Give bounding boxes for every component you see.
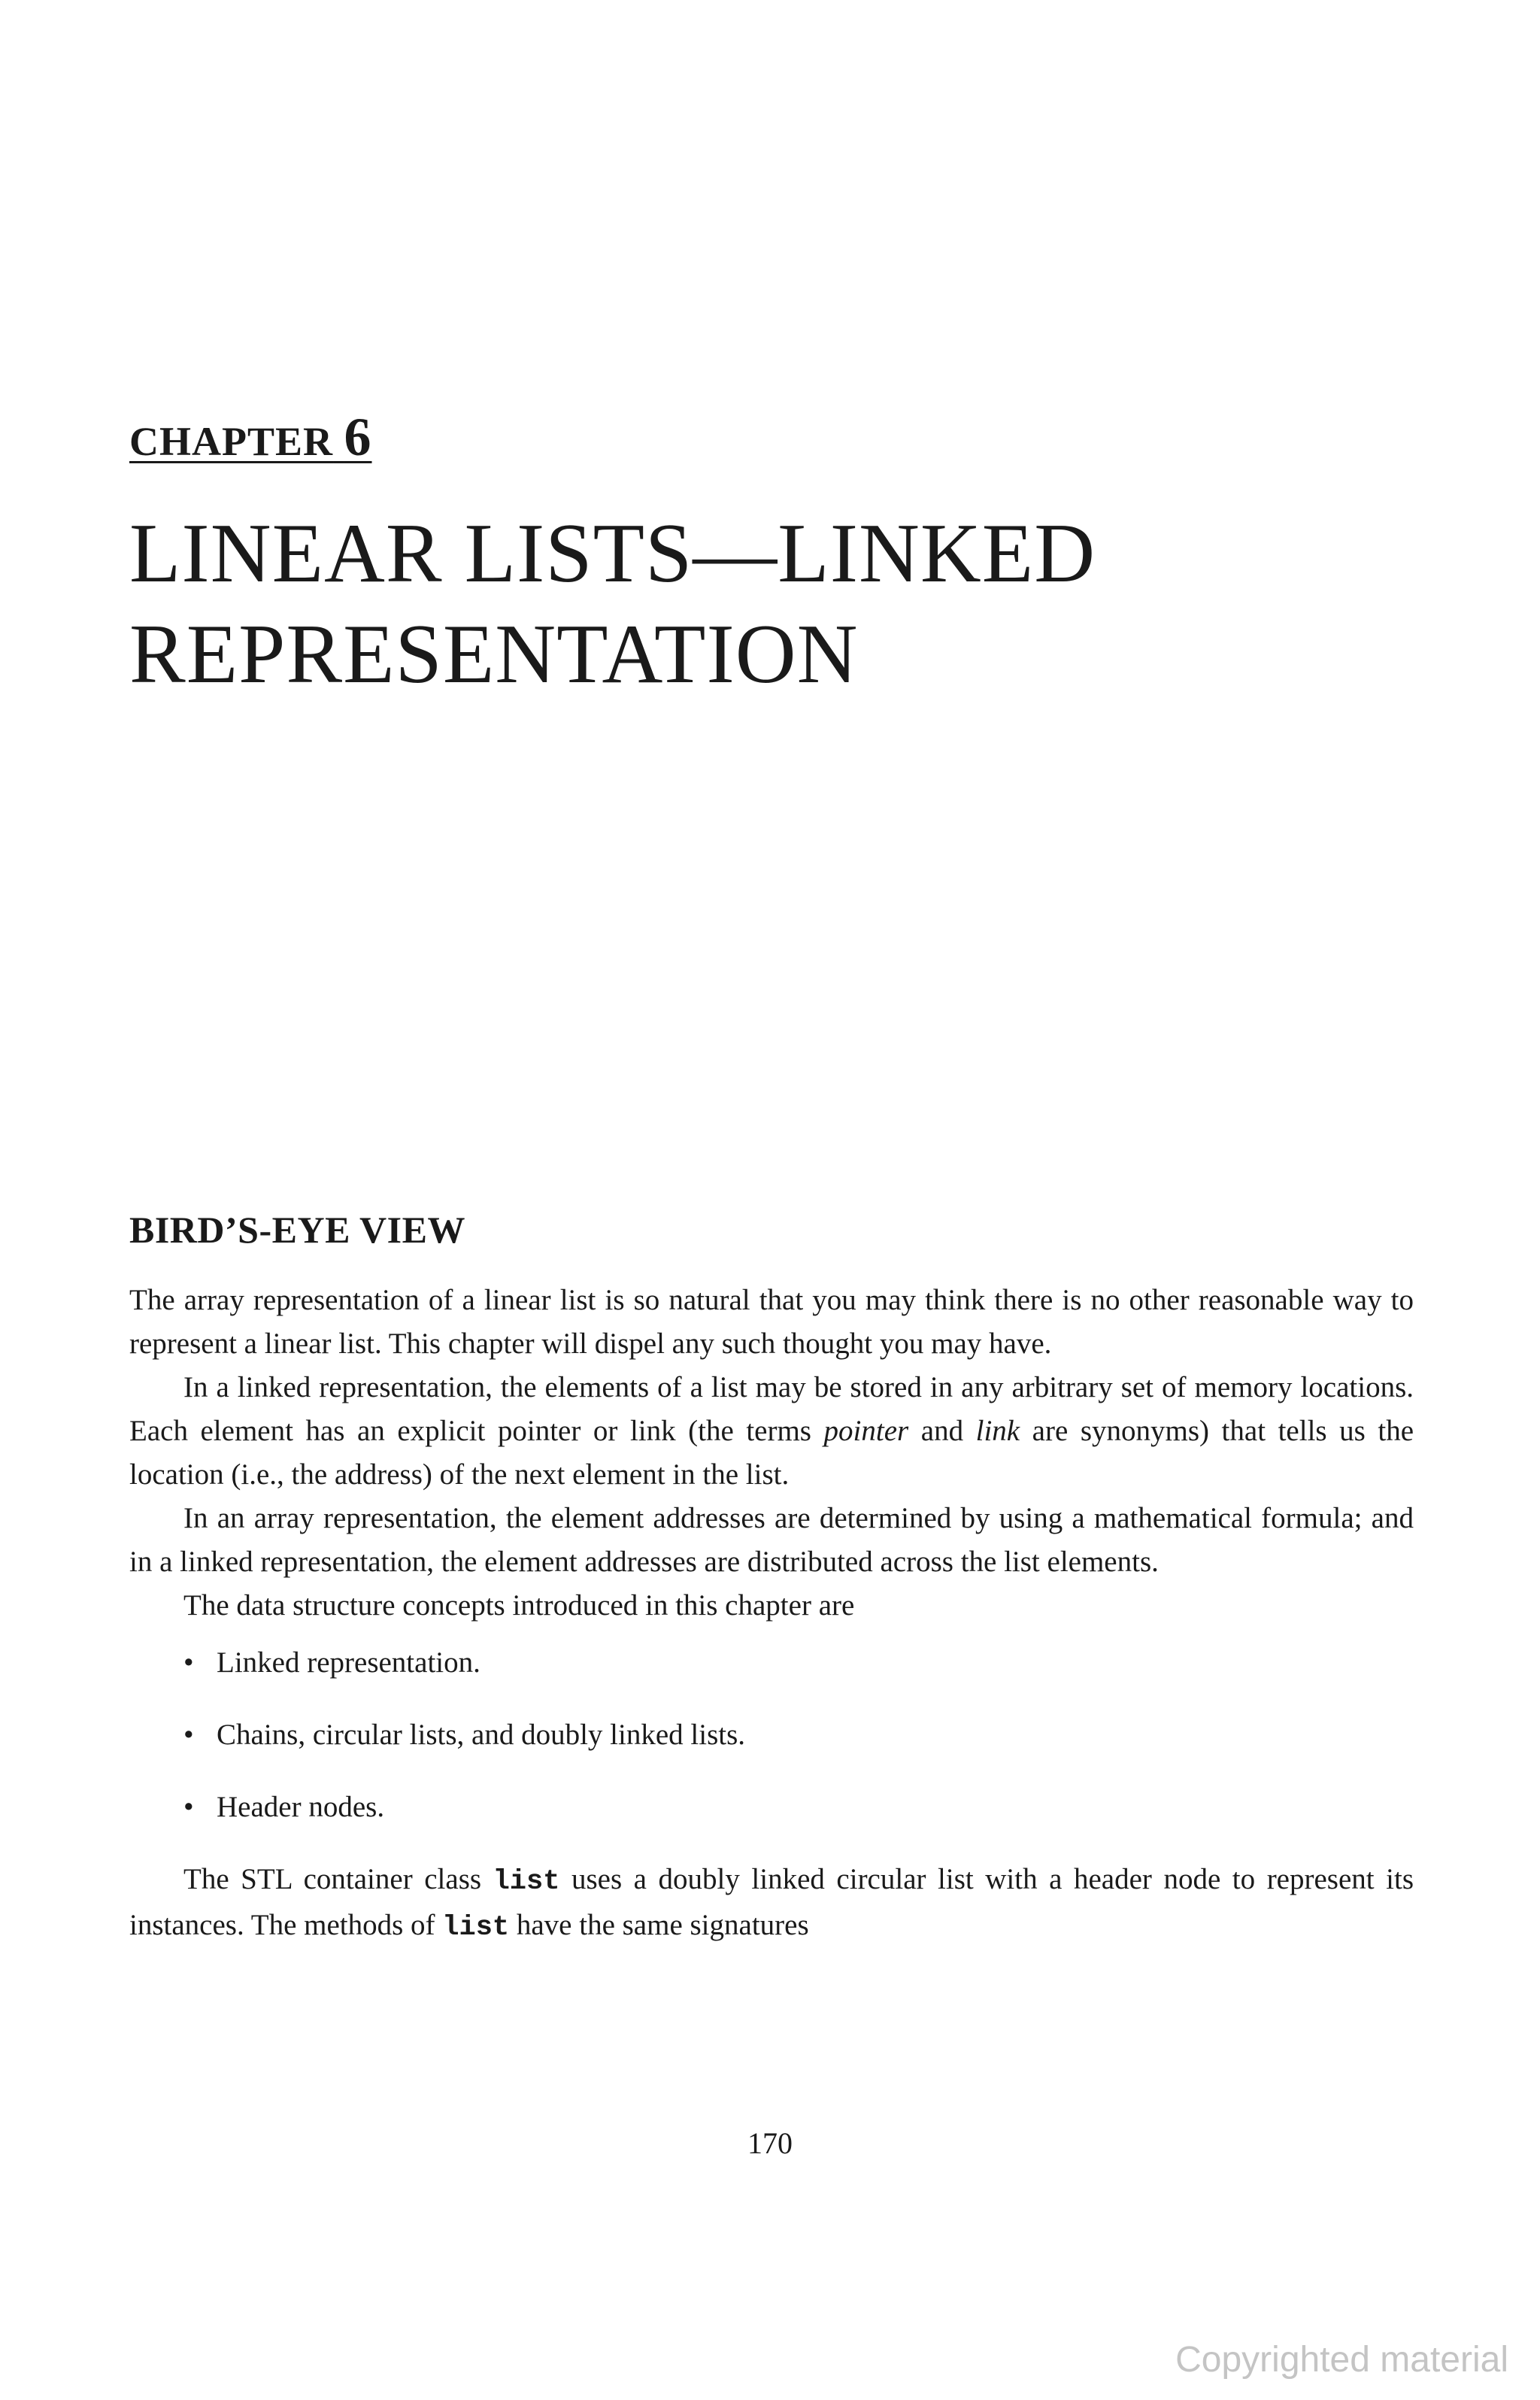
paragraph-2-part-b: and [908, 1415, 976, 1447]
body-text [129, 1279, 1414, 1949]
term-pointer: pointer [823, 1415, 909, 1447]
paragraph-2-part-c: are synonyms) that tells us the location (i.e., the address) of the next element in the list. [129, 1415, 1414, 1491]
paragraph-2 [129, 1366, 1414, 1497]
paragraph-5 [129, 1858, 1414, 1949]
code-list-1: list [493, 1866, 560, 1898]
list-item-text: Linked representation. [217, 1646, 480, 1679]
paragraph-2-part-a: In a linked representation, the elements of a list may be stored in any arbitrary set of memory locations. Each element has an explicit pointer or link (the terms [129, 1371, 1414, 1447]
list-item [183, 1713, 1414, 1757]
chapter-title-line-1: LINEAR LISTS—LINKED [129, 507, 1096, 600]
chapter-title-line-2: REPRESENTATION [129, 608, 859, 701]
paragraph-1: The array representation of a linear list is so natural that you may think there is no other reasonable way to represent a linear list. This chapter will dispel any such thought you may have. [129, 1284, 1414, 1360]
paragraph-5-part-a: The STL container class [183, 1863, 493, 1895]
chapter-number: 6 [344, 407, 372, 467]
list-item-text: Header nodes. [217, 1791, 385, 1823]
list-item [183, 1641, 1414, 1685]
section-heading: BIRD’S-EYE VIEW [129, 1209, 465, 1251]
term-link: link [975, 1415, 1020, 1447]
page-number: 170 [747, 2126, 793, 2160]
bullet-icon: • [183, 1719, 194, 1751]
paragraph-5-part-c: have the same signatures [509, 1909, 809, 1941]
chapter-title [129, 507, 1096, 701]
code-list-2: list [442, 1912, 510, 1943]
concepts-list [129, 1641, 1414, 1829]
list-item [183, 1786, 1414, 1829]
copyright-watermark: Copyrighted material [1175, 2340, 1508, 2380]
chapter-label [129, 406, 372, 469]
bullet-icon: • [183, 1646, 194, 1679]
paragraph-3: In an array representation, the element addresses are determined by using a mathematical formula; and in a linked representation, the element addresses are distributed across the list elements. [129, 1502, 1414, 1578]
bullet-icon: • [183, 1791, 194, 1823]
list-item-text: Chains, circular lists, and doubly linked lists. [217, 1719, 746, 1751]
paragraph-4: The data structure concepts introduced in this chapter are [183, 1589, 855, 1622]
paragraph-5-part-b: uses a doubly linked circular list with a header node to represent its instances. The methods of [129, 1863, 1414, 1941]
chapter-label-text: CHAPTER [129, 419, 334, 464]
